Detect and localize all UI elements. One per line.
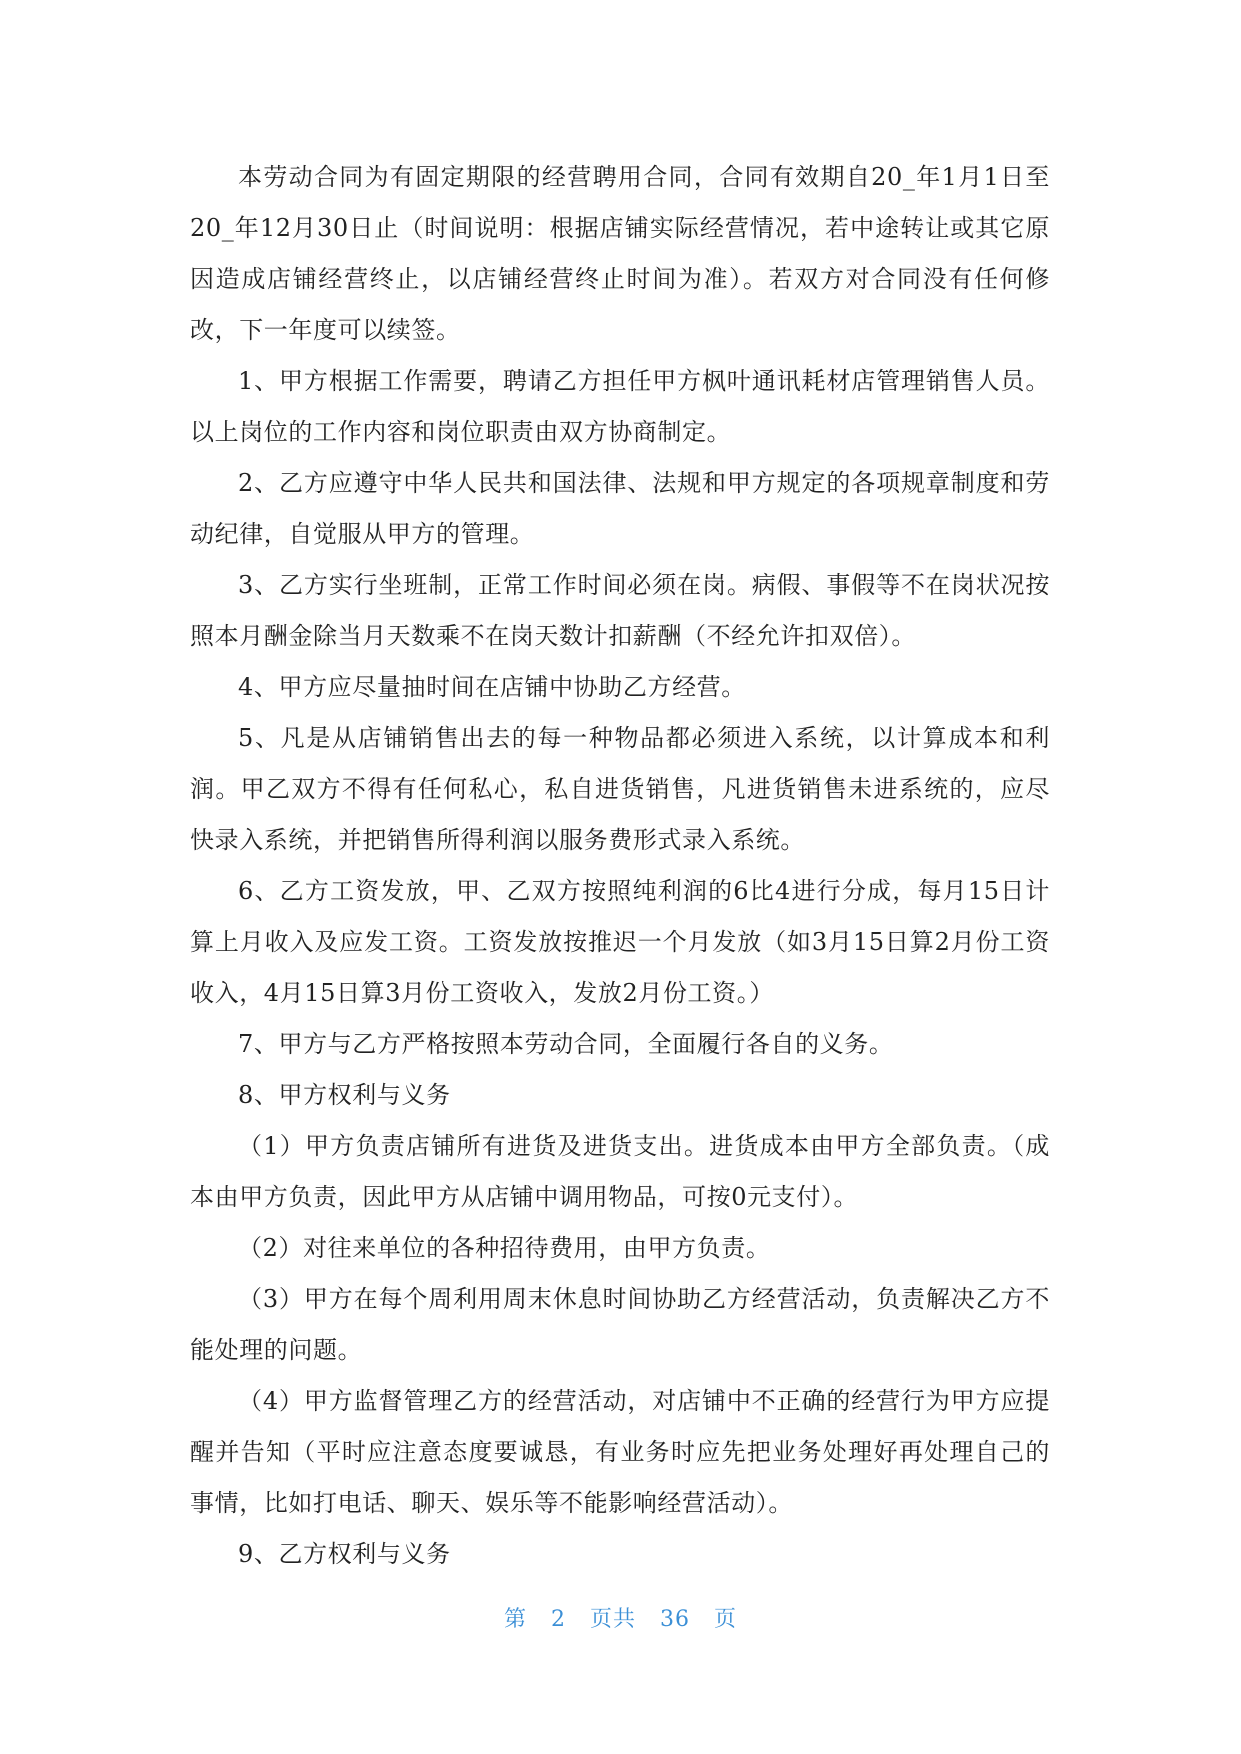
paragraph-clause-8-item-4: （4）甲方监督管理乙方的经营活动，对店铺中不正确的经营行为甲方应提醒并告知（平时应注意态度要诚恳，有业务时应先把业务处理好再处理自己的事情，比如打电话、聊天、娱乐等不能影响经营活动）。	[190, 1387, 1050, 1517]
page-footer	[0, 1602, 1241, 1633]
paragraph-clause-6: 6、乙方工资发放，甲、乙双方按照纯利润的6比4进行分成，每月15日计算上月收入及应发工资。工资发放按推迟一个月发放（如3月15日算2月份工资收入，4月15日算3月份工资收入，发放2月份工资。）	[190, 877, 1050, 1007]
footer-current-page: 2	[550, 1607, 566, 1632]
paragraph-clause-8-item-3: （3）甲方在每个周利用周末休息时间协助乙方经营活动，负责解决乙方不能处理的问题。	[190, 1285, 1050, 1364]
paragraph-clause-4: 4、甲方应尽量抽时间在店铺中协助乙方经营。	[238, 673, 746, 701]
paragraph-clause-2: 2、乙方应遵守中华人民共和国法律、法规和甲方规定的各项规章制度和劳动纪律，自觉服从甲方的管理。	[190, 469, 1050, 548]
footer-middle: 页共	[589, 1607, 636, 1632]
footer-prefix: 第	[503, 1607, 527, 1632]
footer-total-pages: 36	[660, 1607, 690, 1632]
paragraph-clause-8-item-1: （1）甲方负责店铺所有进货及进货支出。进货成本由甲方全部负责。（成本由甲方负责，因此甲方从店铺中调用物品，可按0元支付）。	[190, 1132, 1050, 1211]
paragraph-clause-1: 1、甲方根据工作需要，聘请乙方担任甲方枫叶通讯耗材店管理销售人员。以上岗位的工作内容和岗位职责由双方协商制定。	[190, 367, 1050, 446]
paragraph-clause-8-item-2: （2）对往来单位的各种招待费用，由甲方负责。	[238, 1234, 771, 1262]
paragraph-clause-7: 7、甲方与乙方严格按照本劳动合同，全面履行各自的义务。	[238, 1030, 894, 1058]
paragraph-clause-3: 3、乙方实行坐班制，正常工作时间必须在岗。病假、事假等不在岗状况按照本月酬金除当月天数乘不在岗天数计扣薪酬（不经允许扣双倍）。	[190, 571, 1050, 650]
document-body	[190, 152, 1050, 1580]
paragraph-clause-9-heading: 9、乙方权利与义务	[238, 1540, 451, 1568]
paragraph-contract-term: 本劳动合同为有固定期限的经营聘用合同，合同有效期自20_年1月1日至20_年12月30日止（时间说明：根据店铺实际经营情况，若中途转让或其它原因造成店铺经营终止，以店铺经营终止时间为准）。若双方对合同没有任何修改，下一年度可以续签。	[190, 163, 1050, 344]
paragraph-clause-8-heading: 8、甲方权利与义务	[238, 1081, 451, 1109]
footer-suffix: 页	[714, 1607, 738, 1632]
paragraph-clause-5: 5、凡是从店铺销售出去的每一种物品都必须进入系统，以计算成本和利润。甲乙双方不得有任何私心，私自进货销售，凡进货销售未进系统的，应尽快录入系统，并把销售所得利润以服务费形式录入系统。	[190, 724, 1050, 854]
